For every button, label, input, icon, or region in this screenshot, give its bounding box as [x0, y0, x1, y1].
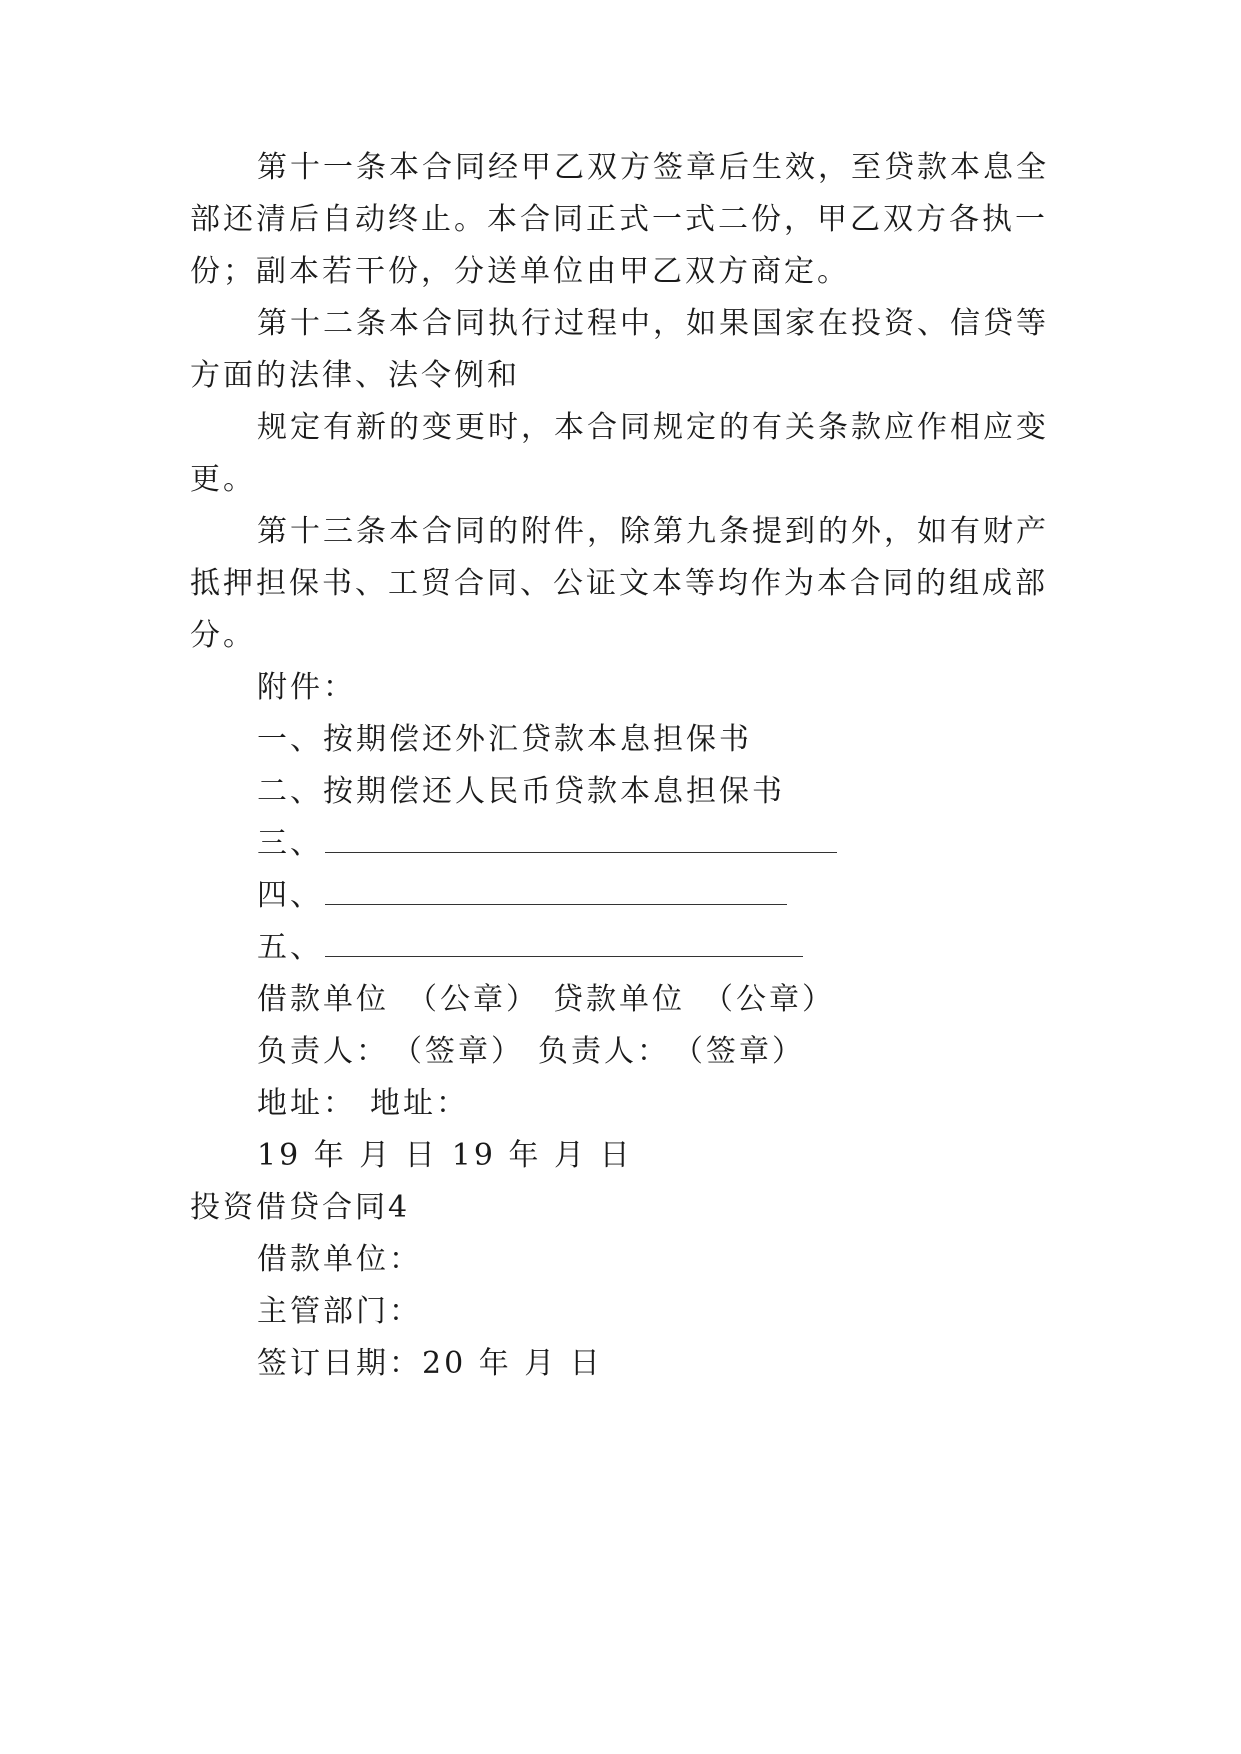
attachment-item-4-blank[interactable] [325, 882, 787, 905]
article-12-line-1: 第十二条本合同执行过程中，如果国家在投资、信贷等 [257, 306, 1049, 341]
attachment-item-1: 一、按期偿还外汇贷款本息担保书 [257, 722, 752, 757]
article-11-line-2: 部还清后自动终止。本合同正式一式二份，甲乙双方各执一 [190, 202, 1048, 237]
article-12-line-4: 更。 [190, 462, 256, 497]
next-contract-borrower: 借款单位： [257, 1242, 422, 1277]
attachment-item-4-prefix: 四、 [257, 878, 323, 913]
article-13-line-2: 抵押担保书、工贸合同、公证文本等均作为本合同的组成部 [190, 566, 1048, 601]
article-12-line-3: 规定有新的变更时，本合同规定的有关条款应作相应变 [257, 410, 1049, 445]
address-row [257, 1084, 469, 1124]
seal-row [257, 980, 835, 1020]
next-contract-sign-date: 签订日期：20 年 月 日 [257, 1346, 603, 1381]
article-11-line-3: 份；副本若干份，分送单位由甲乙双方商定。 [190, 254, 850, 289]
attachment-item-5-blank[interactable] [325, 934, 803, 957]
article-11-line-1: 第十一条本合同经甲乙双方签章后生效，至贷款本息全 [257, 150, 1049, 185]
attachment-item-3 [257, 824, 837, 864]
borrower-rep-label: 负责人： （签章） [257, 1034, 524, 1069]
lender-rep-label: 负责人： （签章） [538, 1034, 805, 1069]
attachments-heading: 附件： [257, 670, 356, 705]
next-contract-department: 主管部门： [257, 1294, 422, 1329]
article-12-line-2: 方面的法律、法令例和 [190, 358, 520, 393]
borrower-address-label: 地址： [257, 1086, 356, 1121]
lender-seal-label: 贷款单位 （公章） [553, 982, 835, 1017]
lender-date: 19 年 月 日 [451, 1138, 633, 1173]
lender-address-label: 地址： [370, 1086, 469, 1121]
attachment-item-2: 二、按期偿还人民币贷款本息担保书 [257, 774, 785, 809]
date-row [257, 1136, 633, 1176]
next-contract-title: 投资借贷合同4 [190, 1190, 411, 1225]
article-13-line-1: 第十三条本合同的附件，除第九条提到的外，如有财产 [257, 514, 1049, 549]
borrower-seal-label: 借款单位 （公章） [257, 982, 539, 1017]
borrower-date: 19 年 月 日 [257, 1138, 438, 1173]
attachment-item-5-prefix: 五、 [257, 930, 323, 965]
attachment-item-3-blank[interactable] [325, 830, 837, 853]
representative-row [257, 1032, 805, 1072]
attachment-item-3-prefix: 三、 [257, 826, 323, 861]
article-13-line-3: 分。 [190, 618, 256, 653]
attachment-item-5 [257, 928, 803, 968]
attachment-item-4 [257, 876, 787, 916]
